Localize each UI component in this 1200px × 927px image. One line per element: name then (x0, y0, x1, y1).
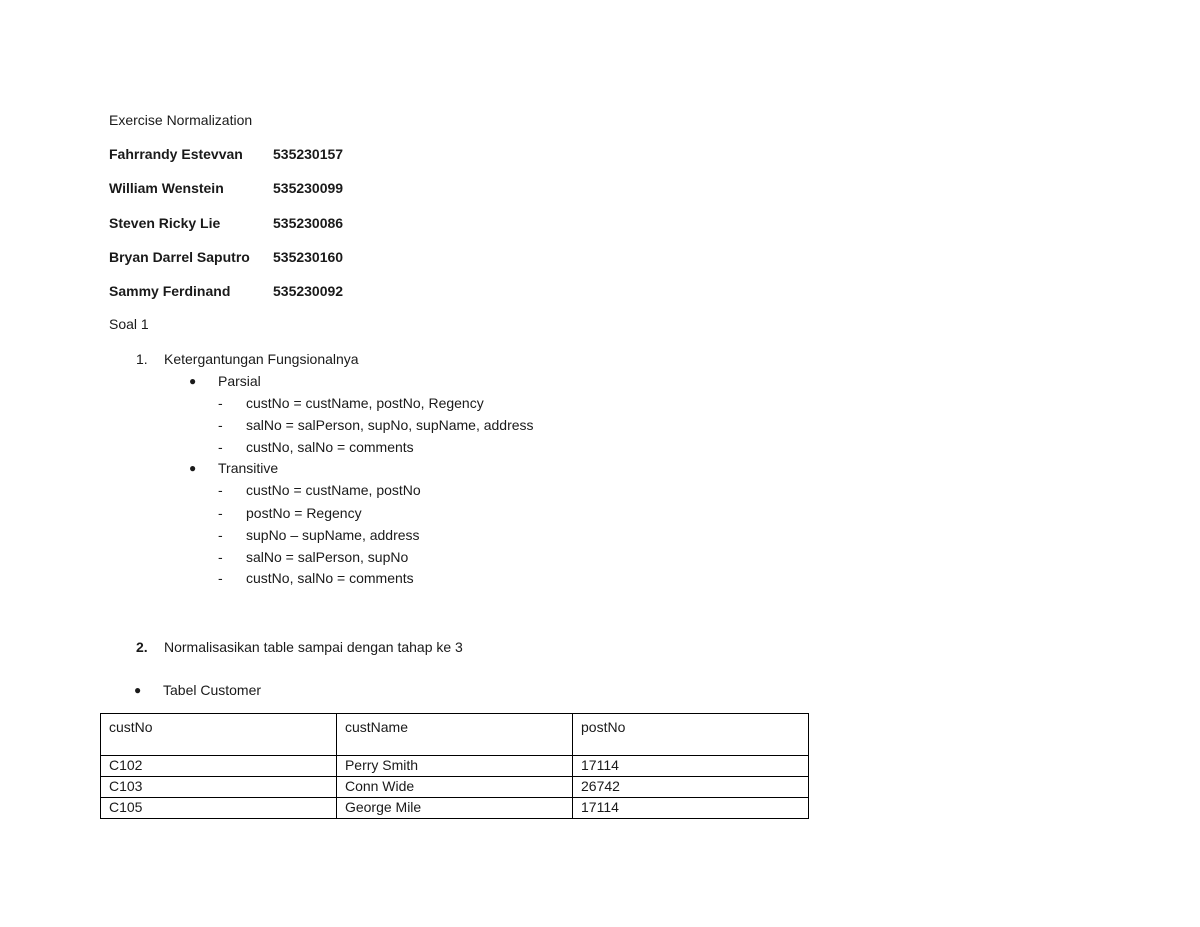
dash-icon: - (218, 505, 223, 521)
dash-icon: - (218, 417, 223, 433)
table-cell: 17114 (573, 756, 809, 777)
member-nim: 535230160 (273, 249, 344, 265)
bullet-icon: ● (189, 461, 197, 475)
table-row (101, 777, 809, 798)
table-cell: Conn Wide (336, 777, 572, 798)
table-caption: Tabel Customer (163, 682, 262, 698)
list-item: custNo, salNo = comments (246, 570, 414, 586)
dash-icon: - (218, 439, 223, 455)
list-number: 2. (136, 639, 148, 655)
question-text: Ketergantungan Fungsionalnya (164, 351, 359, 367)
list-item: custNo, salNo = comments (246, 439, 414, 455)
list-item: postNo = Regency (246, 505, 362, 521)
dash-icon: - (218, 482, 223, 498)
table-header-cell: custName (336, 714, 572, 756)
member-name: Steven Ricky Lie (109, 215, 221, 231)
table-cell: George Mile (336, 798, 572, 819)
subheading-transitive: Transitive (218, 460, 279, 476)
member-nim: 535230092 (273, 283, 344, 299)
dash-icon: - (218, 570, 223, 586)
table-cell: 17114 (573, 798, 809, 819)
member-name: Bryan Darrel Saputro (109, 249, 250, 265)
table-row (101, 798, 809, 819)
list-item: custNo = custName, postNo (246, 482, 421, 498)
table-cell: C102 (101, 756, 337, 777)
table-cell: C103 (101, 777, 337, 798)
subheading-partial: Parsial (218, 373, 261, 389)
member-name: William Wenstein (109, 180, 224, 196)
customer-table (100, 713, 809, 819)
table-cell: 26742 (573, 777, 809, 798)
bullet-icon: ● (189, 374, 197, 388)
list-item: salNo = salPerson, supNo, supName, address (246, 417, 534, 433)
question-text: Normalisasikan table sampai dengan tahap ke 3 (164, 639, 463, 655)
table-header-row (101, 714, 809, 756)
table-cell: Perry Smith (336, 756, 572, 777)
member-name: Fahrrandy Estevvan (109, 146, 243, 162)
bullet-icon: ● (134, 683, 142, 697)
table-cell: C105 (101, 798, 337, 819)
member-nim: 535230099 (273, 180, 344, 196)
list-item: supNo – supName, address (246, 527, 420, 543)
document-title: Exercise Normalization (109, 112, 253, 128)
dash-icon: - (218, 549, 223, 565)
section-heading: Soal 1 (109, 316, 149, 332)
list-item: custNo = custName, postNo, Regency (246, 395, 484, 411)
table-header-cell: postNo (573, 714, 809, 756)
list-number: 1. (136, 351, 148, 367)
table-row (101, 756, 809, 777)
member-nim: 535230157 (273, 146, 344, 162)
list-item: salNo = salPerson, supNo (246, 549, 409, 565)
member-nim: 535230086 (273, 215, 344, 231)
dash-icon: - (218, 395, 223, 411)
member-name: Sammy Ferdinand (109, 283, 231, 299)
table-header-cell: custNo (101, 714, 337, 756)
dash-icon: - (218, 527, 223, 543)
